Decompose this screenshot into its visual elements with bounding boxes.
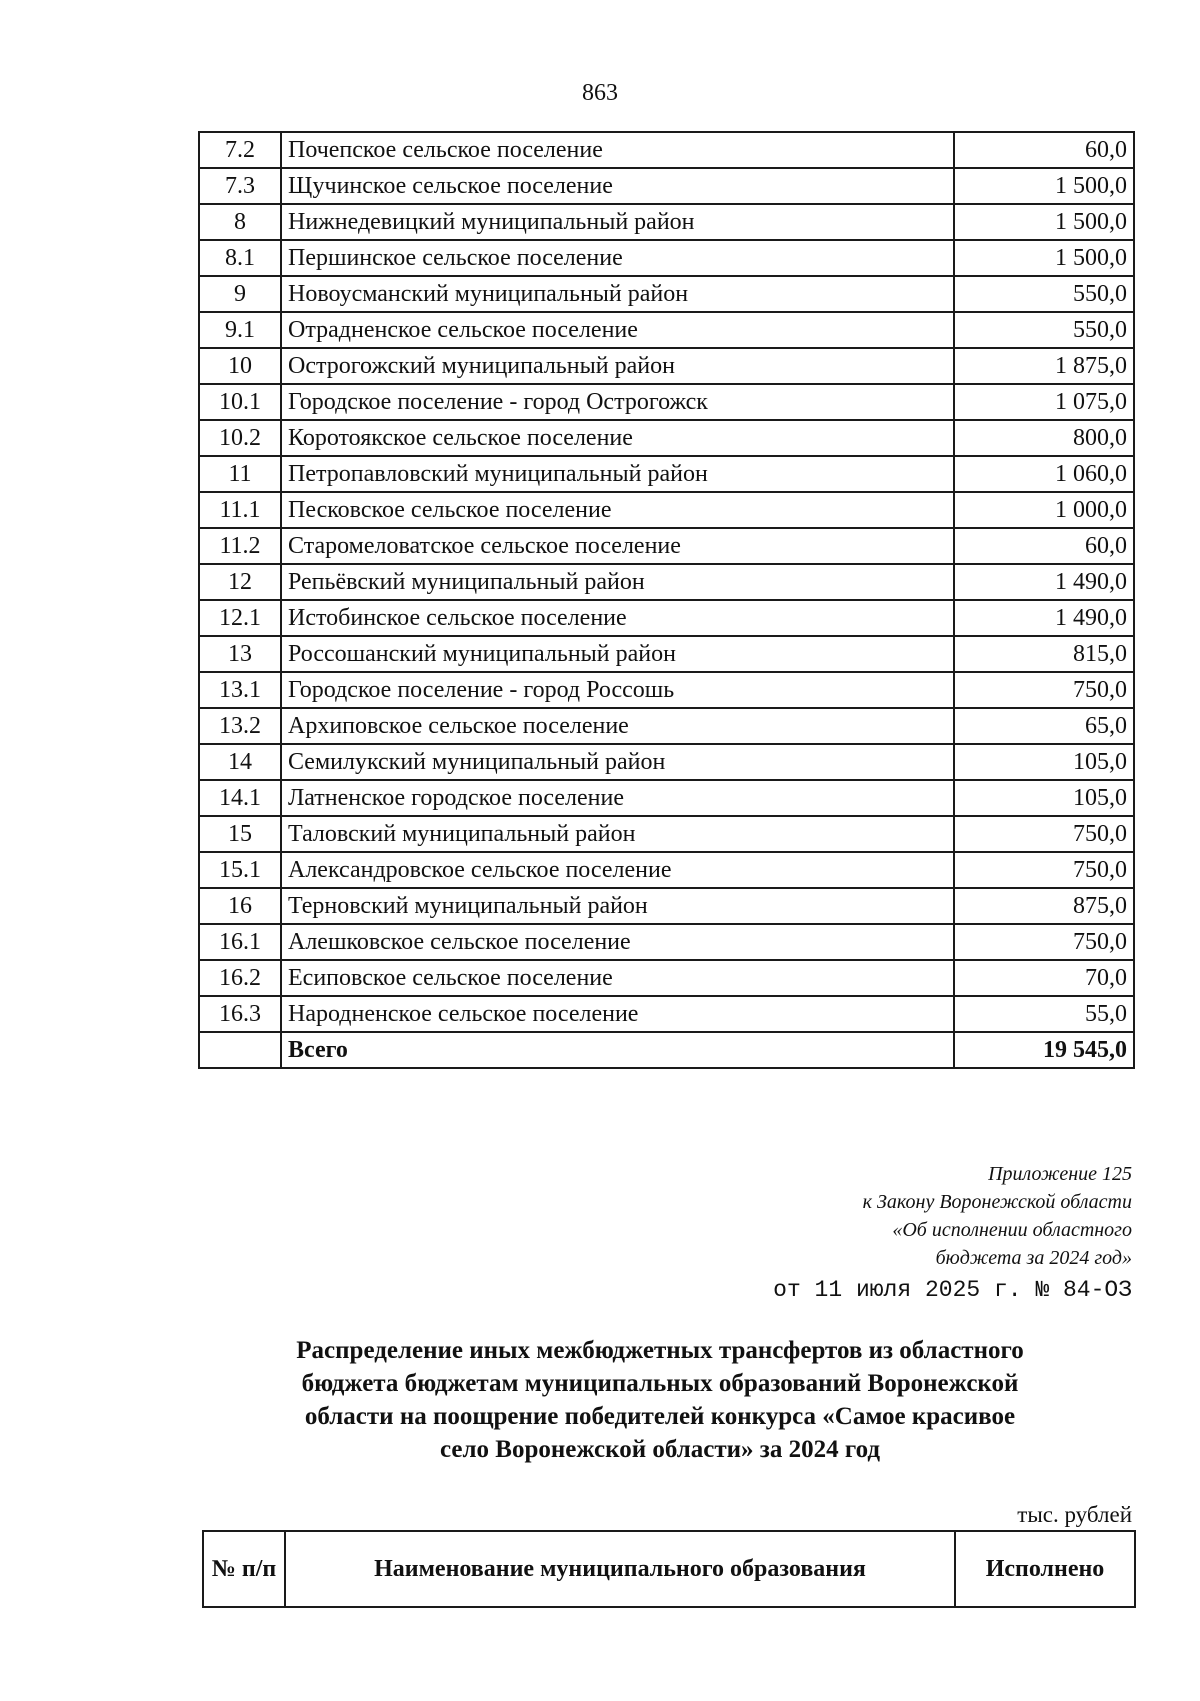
row-value: 1 500,0	[954, 240, 1134, 276]
row-value: 875,0	[954, 888, 1134, 924]
table-row	[199, 204, 1134, 240]
row-number: 14.1	[199, 780, 281, 816]
document-title	[220, 1334, 1100, 1466]
row-municipality-name: Латненское городское поселение	[281, 780, 954, 816]
table-row	[199, 996, 1134, 1032]
row-value: 60,0	[954, 132, 1134, 168]
row-municipality-name: Репьёвский муниципальный район	[281, 564, 954, 600]
total-row	[199, 1032, 1134, 1068]
row-municipality-name: Почепское сельское поселение	[281, 132, 954, 168]
row-municipality-name: Терновский муниципальный район	[281, 888, 954, 924]
row-number: 11	[199, 456, 281, 492]
row-number: 16.3	[199, 996, 281, 1032]
row-value: 1 490,0	[954, 564, 1134, 600]
row-value: 815,0	[954, 636, 1134, 672]
transfers-table	[198, 131, 1135, 1069]
appendix-line: «Об исполнении областного	[892, 1219, 1132, 1241]
row-municipality-name: Петропавловский муниципальный район	[281, 456, 954, 492]
law-date-number: от 11 июля 2025 г. № 84-ОЗ	[773, 1277, 1132, 1303]
total-label: Всего	[281, 1032, 954, 1068]
table-row	[199, 168, 1134, 204]
title-line: бюджета бюджетам муниципальных образований Воронежской	[301, 1370, 1019, 1397]
table-row	[199, 636, 1134, 672]
row-municipality-name: Острогожский муниципальный район	[281, 348, 954, 384]
row-value: 1 500,0	[954, 168, 1134, 204]
row-value: 750,0	[954, 816, 1134, 852]
row-number: 11.2	[199, 528, 281, 564]
row-value: 800,0	[954, 420, 1134, 456]
row-municipality-name: Новоусманский муниципальный район	[281, 276, 954, 312]
row-municipality-name: Архиповское сельское поселение	[281, 708, 954, 744]
row-number: 12	[199, 564, 281, 600]
row-value: 1 490,0	[954, 600, 1134, 636]
row-municipality-name: Коротоякское сельское поселение	[281, 420, 954, 456]
table-row	[199, 348, 1134, 384]
row-value: 70,0	[954, 960, 1134, 996]
row-number: 14	[199, 744, 281, 780]
table-row	[199, 924, 1134, 960]
table-row	[199, 492, 1134, 528]
row-value: 1 000,0	[954, 492, 1134, 528]
title-line: области на поощрение победителей конкурса «Самое красивое	[304, 1403, 1016, 1430]
table-row	[199, 456, 1134, 492]
row-value: 105,0	[954, 744, 1134, 780]
table-row	[199, 600, 1134, 636]
row-municipality-name: Нижнедевицкий муниципальный район	[281, 204, 954, 240]
row-municipality-name: Истобинское сельское поселение	[281, 600, 954, 636]
total-value: 19 545,0	[954, 1032, 1134, 1068]
row-number: 15.1	[199, 852, 281, 888]
table-row	[199, 528, 1134, 564]
table-row	[199, 240, 1134, 276]
table-row	[199, 816, 1134, 852]
row-number: 16.2	[199, 960, 281, 996]
appendix-line: бюджета за 2024 год»	[935, 1247, 1132, 1269]
appendix-line: к Закону Воронежской области	[862, 1191, 1132, 1213]
row-number: 7.3	[199, 168, 281, 204]
row-number: 10.2	[199, 420, 281, 456]
table-row	[199, 888, 1134, 924]
row-number: 13	[199, 636, 281, 672]
table-row	[199, 312, 1134, 348]
page-number: 863	[582, 80, 618, 106]
row-value: 65,0	[954, 708, 1134, 744]
col-number-header: № п/п	[203, 1531, 285, 1607]
row-municipality-name: Таловский муниципальный район	[281, 816, 954, 852]
table-row	[199, 708, 1134, 744]
row-value: 550,0	[954, 276, 1134, 312]
row-value: 1 875,0	[954, 348, 1134, 384]
row-number: 9	[199, 276, 281, 312]
row-number: 13.2	[199, 708, 281, 744]
appendix-reference	[632, 1160, 1132, 1304]
row-value: 550,0	[954, 312, 1134, 348]
row-number: 11.1	[199, 492, 281, 528]
row-number: 9.1	[199, 312, 281, 348]
row-number: 8.1	[199, 240, 281, 276]
table-row	[199, 744, 1134, 780]
header-row	[203, 1531, 1135, 1607]
row-number: 10	[199, 348, 281, 384]
row-value: 750,0	[954, 672, 1134, 708]
table-row	[199, 420, 1134, 456]
row-value: 750,0	[954, 924, 1134, 960]
table-row	[199, 132, 1134, 168]
row-municipality-name: Народненское сельское поселение	[281, 996, 954, 1032]
title-line: Распределение иных межбюджетных трансфертов из областного	[296, 1337, 1024, 1364]
row-municipality-name: Отрадненское сельское поселение	[281, 312, 954, 348]
row-value: 55,0	[954, 996, 1134, 1032]
title-line: село Воронежской области» за 2024 год	[440, 1436, 880, 1463]
row-number: 7.2	[199, 132, 281, 168]
row-number: 16.1	[199, 924, 281, 960]
row-value: 750,0	[954, 852, 1134, 888]
appendix-line: Приложение 125	[988, 1163, 1132, 1185]
table-row	[199, 780, 1134, 816]
row-number: 12.1	[199, 600, 281, 636]
row-municipality-name: Семилукский муниципальный район	[281, 744, 954, 780]
row-municipality-name: Россошанский муниципальный район	[281, 636, 954, 672]
row-municipality-name: Городское поселение - город Острогожск	[281, 384, 954, 420]
row-value: 1 500,0	[954, 204, 1134, 240]
row-municipality-name: Старомеловатское сельское поселение	[281, 528, 954, 564]
row-value: 105,0	[954, 780, 1134, 816]
row-municipality-name: Городское поселение - город Россошь	[281, 672, 954, 708]
row-municipality-name: Александровское сельское поселение	[281, 852, 954, 888]
row-number: 16	[199, 888, 281, 924]
row-municipality-name: Першинское сельское поселение	[281, 240, 954, 276]
row-municipality-name: Алешковское сельское поселение	[281, 924, 954, 960]
units-label: тыс. рублей	[1017, 1502, 1132, 1527]
row-municipality-name: Песковское сельское поселение	[281, 492, 954, 528]
table-row	[199, 960, 1134, 996]
row-value: 60,0	[954, 528, 1134, 564]
col-value-header: Исполнено	[955, 1531, 1135, 1607]
col-name-header: Наименование муниципального образования	[285, 1531, 955, 1607]
table-row	[199, 672, 1134, 708]
row-value: 1 060,0	[954, 456, 1134, 492]
row-value: 1 075,0	[954, 384, 1134, 420]
table-row	[199, 852, 1134, 888]
new-table-header	[202, 1530, 1136, 1608]
table-row	[199, 276, 1134, 312]
total-number	[199, 1032, 281, 1068]
row-municipality-name: Щучинское сельское поселение	[281, 168, 954, 204]
row-number: 13.1	[199, 672, 281, 708]
row-number: 8	[199, 204, 281, 240]
row-number: 10.1	[199, 384, 281, 420]
row-municipality-name: Есиповское сельское поселение	[281, 960, 954, 996]
table-row	[199, 564, 1134, 600]
row-number: 15	[199, 816, 281, 852]
table-row	[199, 384, 1134, 420]
